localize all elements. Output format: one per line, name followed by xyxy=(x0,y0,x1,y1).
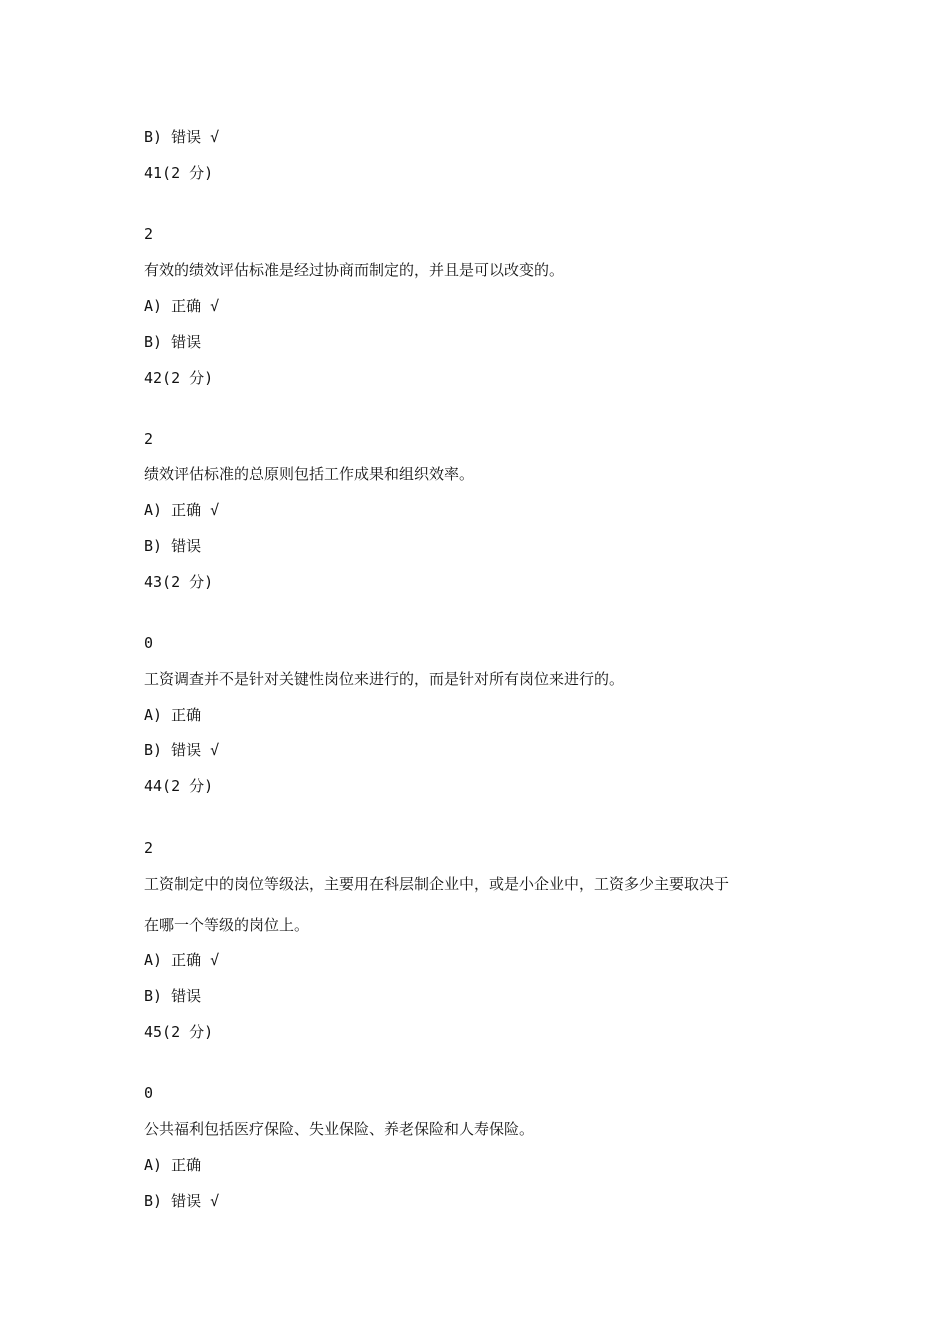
option-b: B) 错误 √ xyxy=(144,741,220,759)
score: 0 xyxy=(144,1084,154,1102)
score: 0 xyxy=(144,634,154,652)
question-header: 44(2 分) xyxy=(144,777,214,795)
score: 2 xyxy=(144,225,154,243)
score: 2 xyxy=(144,839,154,857)
option-b: B) 错误 xyxy=(144,333,202,351)
option-a: A) 正确 √ xyxy=(144,501,220,519)
question-header: 41(2 分) xyxy=(144,164,214,182)
option-b: B) 错误 xyxy=(144,537,202,555)
option-b: B) 错误 xyxy=(144,987,202,1005)
question-text: 工资调查并不是针对关键性岗位来进行的，而是针对所有岗位来进行的。 xyxy=(144,670,625,688)
option-a: A) 正确 xyxy=(144,1156,202,1174)
question-header: 42(2 分) xyxy=(144,369,214,387)
question-header: 43(2 分) xyxy=(144,573,214,591)
question-text: 绩效评估标准的总原则包括工作成果和组织效率。 xyxy=(144,465,475,483)
question-text: 有效的绩效评估标准是经过协商而制定的，并且是可以改变的。 xyxy=(144,261,565,279)
option-b: B) 错误 √ xyxy=(144,1192,220,1210)
question-text-continued: 在哪一个等级的岗位上。 xyxy=(144,916,310,934)
question-text: 公共福利包括医疗保险、失业保险、养老保险和人寿保险。 xyxy=(144,1120,535,1138)
option-a: A) 正确 √ xyxy=(144,297,220,315)
option-b: B) 错误 √ xyxy=(144,128,220,146)
score: 2 xyxy=(144,430,154,448)
option-a: A) 正确 √ xyxy=(144,951,220,969)
option-a: A) 正确 xyxy=(144,706,202,724)
question-header: 45(2 分) xyxy=(144,1023,214,1041)
question-text: 工资制定中的岗位等级法，主要用在科层制企业中，或是小企业中，工资多少主要取决于 xyxy=(144,875,730,893)
